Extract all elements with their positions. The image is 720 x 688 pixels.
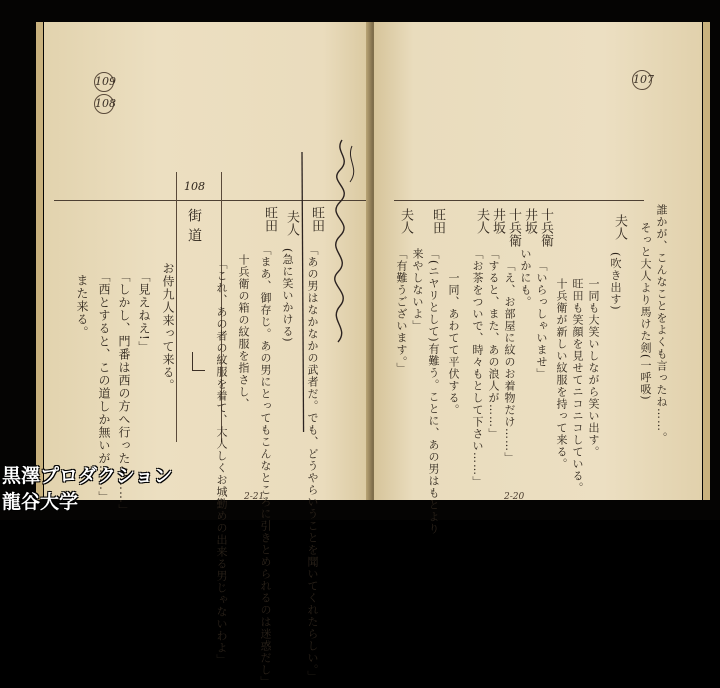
action-line: 十兵衛が新しい紋服を持って来る。 <box>555 278 568 470</box>
right-page-number: 107 <box>632 70 652 90</box>
scene-title: 街道 <box>186 208 202 248</box>
dialogue-line: 「西とすると、この道しか無いが……」 <box>97 270 111 504</box>
speaker-name: 夫人 <box>398 208 413 234</box>
speaker-name: 旺田 <box>430 208 445 234</box>
dialogue-line: 来やしないよ」 <box>411 248 424 332</box>
left-page-footer: 2-21 <box>244 492 265 502</box>
action-line: 一同、あわてて平伏する。 <box>447 272 460 416</box>
dialogue-line: 「これ、あの者の紋服を着て、大人しくお城勤めの出来る男じゃないわよ」 <box>215 258 228 666</box>
dialogue-line: 「見えねえ!」 <box>137 270 151 354</box>
action-line: また来る。 <box>75 274 89 339</box>
dialogue-line: 「すると、また、あの浪人が……」 <box>487 248 500 440</box>
action-line: お侍九人来って来る。 <box>161 262 175 392</box>
dialogue-line: (急に笑いかける) <box>281 248 294 343</box>
left-page-number-secondary: 108 <box>94 94 114 114</box>
right-page-edge <box>703 22 710 500</box>
dialogue-line: 誰かが、こんなことをよくも言ったね……。 <box>655 204 668 444</box>
dialogue-line: 「あの男はなかなかの武者だ。でも、どうやらいうことを聞いてくれたらしい。」 <box>306 244 319 683</box>
left-page-edge <box>36 22 43 500</box>
scene-divider-line <box>394 200 644 201</box>
action-line: 一同も大笑いしながら笑い出す。 <box>587 278 600 458</box>
dialogue-line: 「お茶をついで、時々もとして下さい……」 <box>471 248 484 488</box>
dialogue-line: 「しかし、門番は西の方へ行ったと……」 <box>117 270 131 517</box>
action-line: そっと大人より馬けた剣(一呼吸) <box>639 222 652 401</box>
speaker-name: 井坂 <box>490 208 505 234</box>
right-page-footer: 2-20 <box>504 492 525 502</box>
speaker-name: 夫人 <box>612 214 627 240</box>
dialogue-line: 「(ニヤリとして)有難う。ことに、あの男はもとより <box>427 248 440 535</box>
speaker-name: 夫人 <box>284 210 299 236</box>
speaker-name: 十兵衛 <box>538 208 553 247</box>
dialogue-line: 「まあ、御存じ。あの男にとってもこんなところに引きとめられるのは迷惑だし」 <box>259 244 272 688</box>
watermark-line-2: 龍谷大学 <box>2 491 79 513</box>
speaker-name: 旺田 <box>309 206 324 232</box>
speaker-name: 旺田 <box>262 206 277 232</box>
dialogue-line: 「いらっしゃいませ」 <box>535 260 548 380</box>
left-page-number: 109 <box>94 72 114 92</box>
scene-number: 108 <box>184 180 205 193</box>
dialogue-line: (吹き出す) <box>609 252 622 311</box>
action-line: 旺田も笑顔を見せてニコニコしている。 <box>571 278 584 494</box>
watermark-line-1: 黒澤プロダクション <box>2 465 173 487</box>
speaker-name: 井坂 <box>522 208 537 234</box>
left-page <box>44 22 372 688</box>
dialogue-line: いかにも。 <box>519 248 532 308</box>
dialogue-line: 「え、お部屋に紋のお着物だけ……」 <box>503 260 516 464</box>
archive-watermark <box>2 463 173 515</box>
speaker-name: 十兵衛 <box>506 208 521 247</box>
dialogue-line: 「有難うございます。」 <box>395 248 408 375</box>
right-page <box>374 22 702 535</box>
handwritten-annotation <box>294 132 364 432</box>
action-line: 十兵衛の箱の紋服を指さし、 <box>237 254 250 410</box>
speaker-name: 夫人 <box>474 208 489 234</box>
